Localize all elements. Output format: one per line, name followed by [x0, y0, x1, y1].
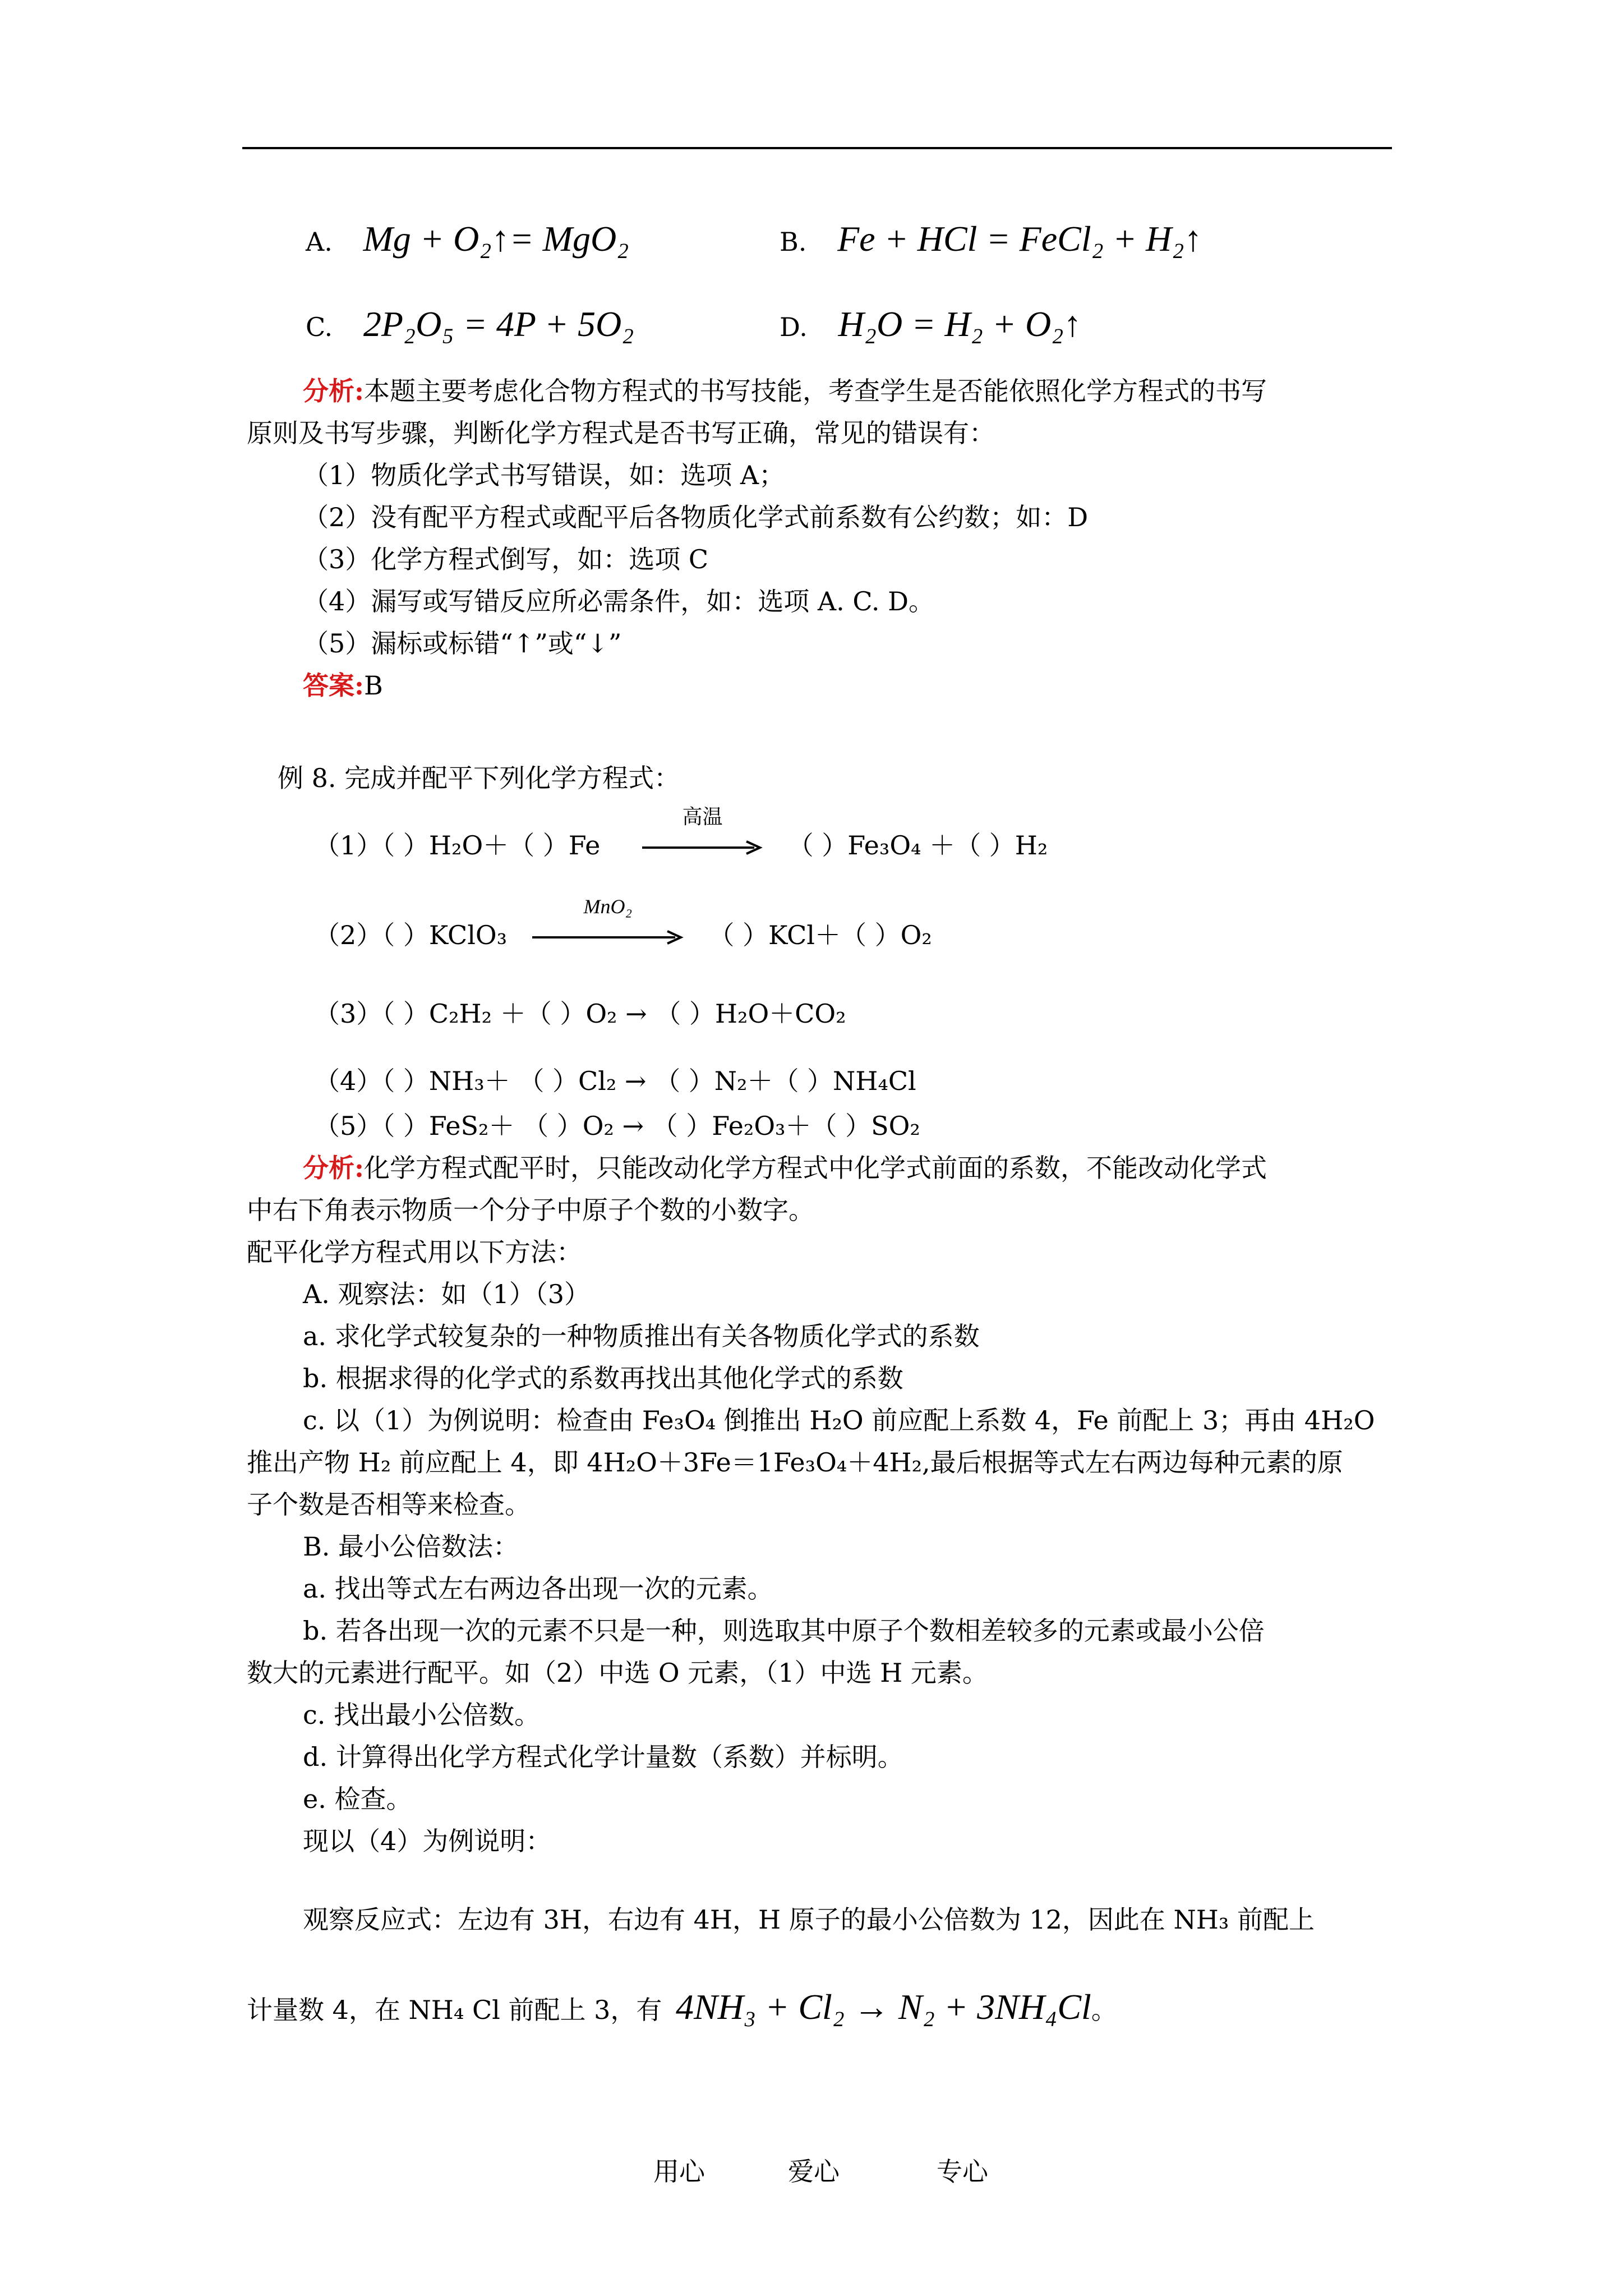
equation-1-left: （1）（ ）H₂O＋（ ）Fe: [314, 830, 601, 861]
conclusion-line: [247, 1986, 1117, 2029]
option-c: [306, 303, 634, 346]
method-line: 现以（4）为例说明：: [303, 1826, 552, 1856]
analysis-2-text-b: 中右下角表示物质一个分子中原子个数的小数字。: [247, 1195, 814, 1225]
equation-2-right: （ ）KCl＋（ ）O₂: [708, 920, 932, 950]
method-line: d. 计算得出化学方程式化学计量数（系数）并标明。: [303, 1742, 903, 1772]
method-line: a. 求化学式较复杂的一种物质推出有关各物质化学式的系数: [303, 1321, 980, 1351]
option-b-formula: Fe + HCl = FeCl₂ + H₂↑: [837, 219, 1202, 259]
answer-value: B: [363, 670, 383, 701]
analysis-2-text-a: 化学方程式配平时，只能改动化学方程式中化学式前面的系数，不能改动化学式: [363, 1153, 1267, 1183]
reaction-arrow: [642, 806, 763, 863]
option-a: [306, 218, 629, 261]
method-line: A. 观察法：如（1）（3）: [303, 1279, 590, 1309]
arrow-icon: [642, 839, 763, 856]
method-line: b. 若各出现一次的元素不只是一种，则选取其中原子个数相差较多的元素或最小公倍: [303, 1616, 1265, 1646]
arrow-condition: MnO₂: [583, 895, 632, 918]
analysis-1-item: （3）化学方程式倒写，如：选项 C: [303, 544, 709, 574]
analysis-1-text-b: 原则及书写步骤，判断化学方程式是否书写正确，常见的错误有：: [247, 418, 995, 448]
analysis-1-label: 分析:: [303, 376, 364, 406]
equation-5: （5）（ ）FeS₂＋ （ ）O₂ → （ ）Fe₂O₃＋（ ）SO₂: [314, 1111, 920, 1141]
option-c-label: C.: [306, 312, 333, 342]
example-8-title: 例 8. 完成并配平下列化学方程式：: [278, 763, 680, 793]
method-line: 推出产物 H₂ 前应配上 4，即 4H₂O＋3Fe＝1Fe₃O₄＋4H₂,最后根据等式左右两边每种元素的原: [247, 1447, 1343, 1478]
header-rule: [242, 147, 1392, 149]
equation-3: （3）（ ）C₂H₂ ＋（ ）O₂ → （ ）H₂O＋CO₂: [314, 999, 846, 1029]
option-a-formula: Mg + O₂↑= MgO₂: [363, 219, 629, 259]
analysis-2: [247, 1147, 1402, 1862]
equation-4: （4）（ ）NH₃＋ （ ）Cl₂ → （ ）N₂＋（ ）NH₄Cl: [314, 1066, 916, 1096]
method-line: e. 检查。: [303, 1784, 412, 1814]
analysis-1-item: （1）物质化学式书写错误，如：选项 A；: [303, 460, 785, 490]
equation-1: [314, 806, 1048, 863]
option-d-formula: H₂O = H₂ + O₂↑: [838, 304, 1082, 344]
analysis-1-item: （4）漏写或写错反应所必需条件，如：选项 A. C. D。: [303, 586, 935, 616]
equation-2: [314, 895, 932, 953]
option-b: [780, 218, 1202, 261]
method-line: c. 找出最小公倍数。: [303, 1700, 541, 1730]
option-a-label: A.: [306, 227, 333, 257]
conclusion-text: 计量数 4，在 NH₄ Cl 前配上 3，有: [247, 1995, 662, 2025]
conclusion-formula: 4NH₃ + Cl₂ → N₂ + 3NH₄Cl: [675, 1987, 1091, 2027]
footer-text-2: 爱心: [788, 2156, 840, 2187]
arrow-condition: 高温: [682, 806, 723, 829]
analysis-1: [247, 370, 1402, 707]
footer-text-1: 用心: [653, 2156, 705, 2187]
method-line: a. 找出等式左右两边各出现一次的元素。: [303, 1573, 773, 1604]
option-d-label: D.: [780, 312, 808, 342]
analysis-1-item: （2）没有配平方程式或配平后各物质化学式前系数有公约数；如：D: [303, 502, 1089, 532]
method-line: B. 最小公倍数法：: [303, 1531, 519, 1562]
observe-line: 观察反应式：左边有 3H，右边有 4H，H 原子的最小公倍数为 12，因此在 NH₃ 前配上: [303, 1904, 1315, 1935]
method-line: b. 根据求得的化学式的系数再找出其他化学式的系数: [303, 1363, 903, 1393]
equation-2-left: （2）（ ）KClO₃: [314, 920, 508, 950]
arrow-icon: [532, 929, 684, 946]
method-line: c. 以（1）为例说明：检查由 Fe₃O₄ 倒推出 H₂O 前应配上系数 4，Fe 前配上 3；再由 4H₂O: [303, 1405, 1375, 1435]
analysis-1-text-a: 本题主要考虑化合物方程式的书写技能，考查学生是否能依照化学方程式的书写: [363, 376, 1267, 406]
option-b-label: B.: [780, 227, 807, 257]
equation-1-right: （ ）Fe₃O₄ ＋（ ）H₂: [787, 830, 1048, 861]
reaction-arrow: [532, 895, 684, 953]
method-line: 子个数是否相等来检查。: [247, 1489, 531, 1520]
analysis-1-item: （5）漏标或标错“↑”或“↓”: [303, 628, 622, 659]
option-d: [780, 303, 1082, 346]
conclusion-end: 。: [1091, 1995, 1117, 2025]
option-c-formula: 2P₂O₅ = 4P + 5O₂: [363, 304, 634, 344]
method-line: 数大的元素进行配平。如（2）中选 O 元素，（1）中选 H 元素。: [247, 1658, 988, 1688]
methods-intro: 配平化学方程式用以下方法：: [247, 1237, 582, 1267]
answer-label: 答案:: [303, 670, 364, 701]
analysis-2-label: 分析:: [303, 1153, 364, 1183]
footer-text-3: 专心: [937, 2156, 988, 2187]
